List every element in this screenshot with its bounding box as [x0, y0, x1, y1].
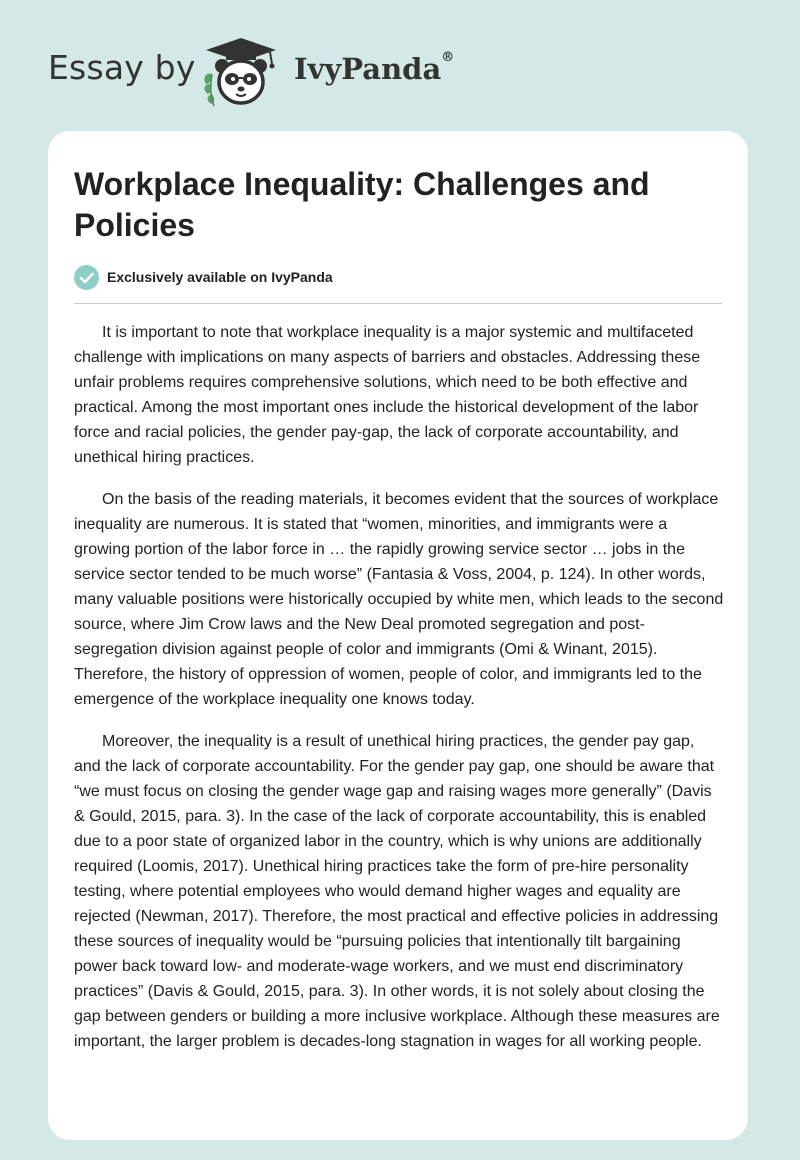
paragraph: Moreover, the inequality is a result of unethical hiring practices, the gender pay gap, and the lack of corporate accountability. For the gender pay gap, one should be aware that “we must focus on closing the gender wage gap and raising wages more generally” (Davis & Gould, 2015, para. 3). In the case of the lack of corporate accountability, this is enabled due to a poor state of organized labor in the country, which is why unions are additionally required (Loomis, 2017). Unethical hiring practices take the form of pre-hire personality testing, where potential employees who would demand higher wages and equality are rejected (Newman, 2017). Therefore, the most practical and effective policies in addressing these sources of inequality would be “pursuing policies that intentionally tilt bargaining power back toward low- and moderate-wage workers, and we must end discriminatory practices” (Davis & Gould, 2015, para. 3). In other words, it is not solely about closing the gap between genders or building a more inclusive workplace. Although these measures are important, the larger problem is decades-long stagnation in wages for all working people.	[74, 733, 720, 1050]
exclusive-label: Exclusively available on IvyPanda	[107, 269, 333, 285]
brand-prefix: Essay by	[48, 48, 196, 87]
essay-body	[74, 320, 724, 1071]
paragraph: On the basis of the reading materials, it becomes evident that the sources of workplace inequality are numerous. It is stated that “women, minorities, and immigrants were a growing portion of the labor force in … the rapidly growing service sector … jobs in the service sector tended to be much worse” (Fantasia & Voss, 2004, p. 124). In other words, many valuable positions were historically occupied by white men, which leads to the second source, where Jim Crow laws and the New Deal promoted segregation and post-segregation division against people of color and immigrants (Omi & Winant, 2015). Therefore, the history of oppression of women, people of color, and immigrants led to the emergence of the workplace inequality one knows today.	[74, 491, 724, 708]
check-circle-icon	[74, 265, 99, 290]
divider	[74, 303, 722, 304]
site-header	[0, 0, 800, 130]
brand-name-text: IvyPanda	[294, 52, 442, 86]
registered-mark: ®	[441, 50, 455, 65]
paragraph: It is important to note that workplace inequality is a major systemic and multifaceted challenge with implications on many aspects of barriers and obstacles. Addressing these unfair problems requires comprehensive solutions, which need to be both effective and practical. Among the most important ones include the historical development of the labor force and racial policies, the gender pay-gap, the lack of corporate accountability, and unethical hiring practices.	[74, 324, 701, 466]
panda-graduate-icon[interactable]	[200, 34, 282, 108]
brand-name[interactable]	[294, 52, 454, 86]
essay-title: Workplace Inequality: Challenges and Policies	[74, 166, 650, 243]
essay-card	[48, 131, 748, 1140]
exclusive-badge	[74, 264, 333, 290]
